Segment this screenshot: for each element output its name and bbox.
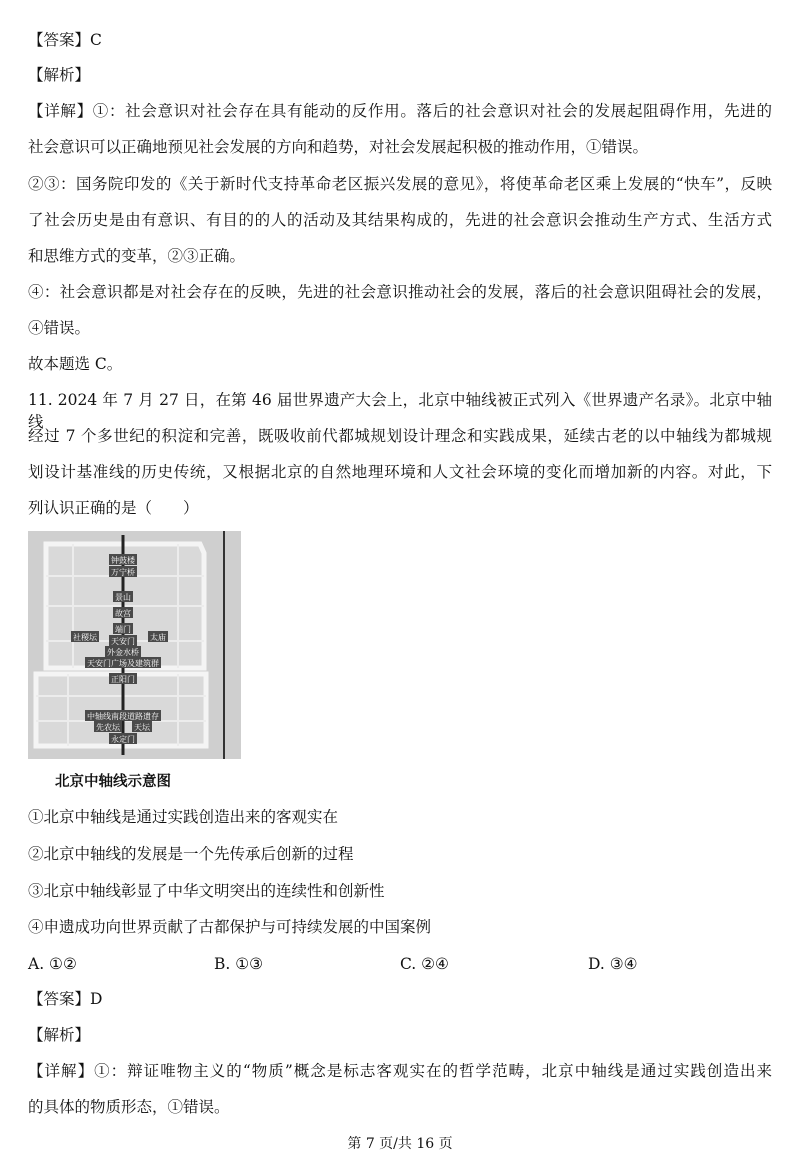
statement-2: ②北京中轴线的发展是一个先传承后创新的过程: [28, 845, 354, 863]
statement-4: ④申遗成功向世界贡献了古都保护与可持续发展的中国案例: [28, 918, 432, 936]
map-label: [113, 591, 133, 602]
page-footer: 第 7 页/共 16 页: [347, 1136, 453, 1152]
question-text: 划设计基准线的历史传统，又根据北京的自然地理环境和人文社会环境的变化而增加新的内容。对此，下: [28, 463, 772, 481]
map-label: [113, 623, 133, 634]
detail-line: 和思维方式的变革，②③正确。: [28, 247, 246, 265]
analysis-label: 【解析】: [28, 1026, 91, 1044]
detail-line: ②③：国务院印发的《关于新时代支持革命老区振兴发展的意见》，将使革命老区乘上发展的“快车”，反映: [28, 175, 772, 193]
map-label-text: 景山: [115, 593, 131, 602]
option-d: D. ③④: [588, 955, 638, 973]
map-label-text: 端门: [115, 625, 131, 634]
map-label-text: 中轴线南段道路遗存: [87, 712, 159, 721]
option-b: B. ①③: [214, 955, 264, 973]
map-label: [132, 721, 152, 732]
map-label-text: 社稷坛: [73, 633, 97, 642]
detail-line: 社会意识可以正确地预见社会发展的方向和趋势，对社会发展起积极的推动作用，①错误。: [28, 138, 649, 156]
map-label: [109, 635, 137, 646]
map-label-text: 先农坛: [96, 723, 120, 732]
question-text: 11. 2024 年 7 月 27 日，在第 46 届世界遗产大会上，北京中轴线被正式列入《世界遗产名录》。北京中轴线: [28, 391, 772, 431]
map-label: [113, 607, 133, 618]
detail-line: ④错误。: [28, 319, 91, 337]
detail-line: 【详解】①：辩证唯物主义的“物质”概念是标志客观实在的哲学范畴，北京中轴线是通过实践创造出来: [28, 1062, 772, 1080]
statement-1: ①北京中轴线是通过实践创造出来的客观实在: [28, 808, 339, 826]
answer-label: 【答案】C: [28, 31, 102, 49]
map-label-text: 钟鼓楼: [111, 556, 135, 565]
map-label: [105, 646, 141, 657]
statement-3: ③北京中轴线彰显了中华文明突出的连续性和创新性: [28, 882, 385, 900]
map-label: [109, 733, 137, 744]
question-text: 列认识正确的是（ ）: [28, 499, 199, 517]
detail-line: 【详解】①：社会意识对社会存在具有能动的反作用。落后的社会意识对社会的发展起阻碍作用，先进的: [28, 102, 772, 120]
map-caption: 北京中轴线示意图: [55, 774, 171, 790]
map-label: [85, 710, 161, 721]
map-label-text: 外金水桥: [107, 648, 139, 657]
map-label-text: 太庙: [150, 633, 166, 642]
map-label-text: 天坛: [134, 723, 150, 732]
detail-line: ④：社会意识都是对社会存在的反映，先进的社会意识推动社会的发展，落后的社会意识阻碍社会的发展，: [28, 283, 772, 301]
map-label: [109, 554, 137, 565]
detail-line: 了社会历史是由有意识、有目的的人的活动及其结果构成的，先进的社会意识会推动生产方式、生活方式: [28, 211, 772, 229]
answer-label: 【答案】D: [28, 990, 103, 1008]
map-label-text: 永定门: [111, 735, 135, 744]
map-label-text: 正阳门: [111, 675, 135, 684]
beijing-axis-map: [28, 531, 241, 759]
map-label: [94, 721, 122, 732]
map-label-text: 故宫: [115, 609, 131, 618]
conclusion-line: 故本题选 C。: [28, 355, 123, 373]
analysis-label: 【解析】: [28, 66, 91, 84]
option-a: A. ①②: [28, 955, 77, 973]
map-label-text: 万宁桥: [111, 568, 135, 577]
map-label: [109, 673, 137, 684]
option-c: C. ②④: [400, 955, 449, 973]
detail-line: 的具体的物质形态，①错误。: [28, 1098, 230, 1116]
map-label: [148, 631, 168, 642]
map-label: [109, 566, 137, 577]
map-label-text: 天安门: [111, 637, 135, 646]
question-text: 经过 7 个多世纪的积淀和完善，既吸收前代都城规划设计理念和实践成果，延续古老的以中轴线为都城规: [28, 427, 772, 445]
map-label-text: 天安门广场及建筑群: [87, 659, 159, 668]
map-label: [85, 657, 161, 668]
map-label: [71, 631, 99, 642]
